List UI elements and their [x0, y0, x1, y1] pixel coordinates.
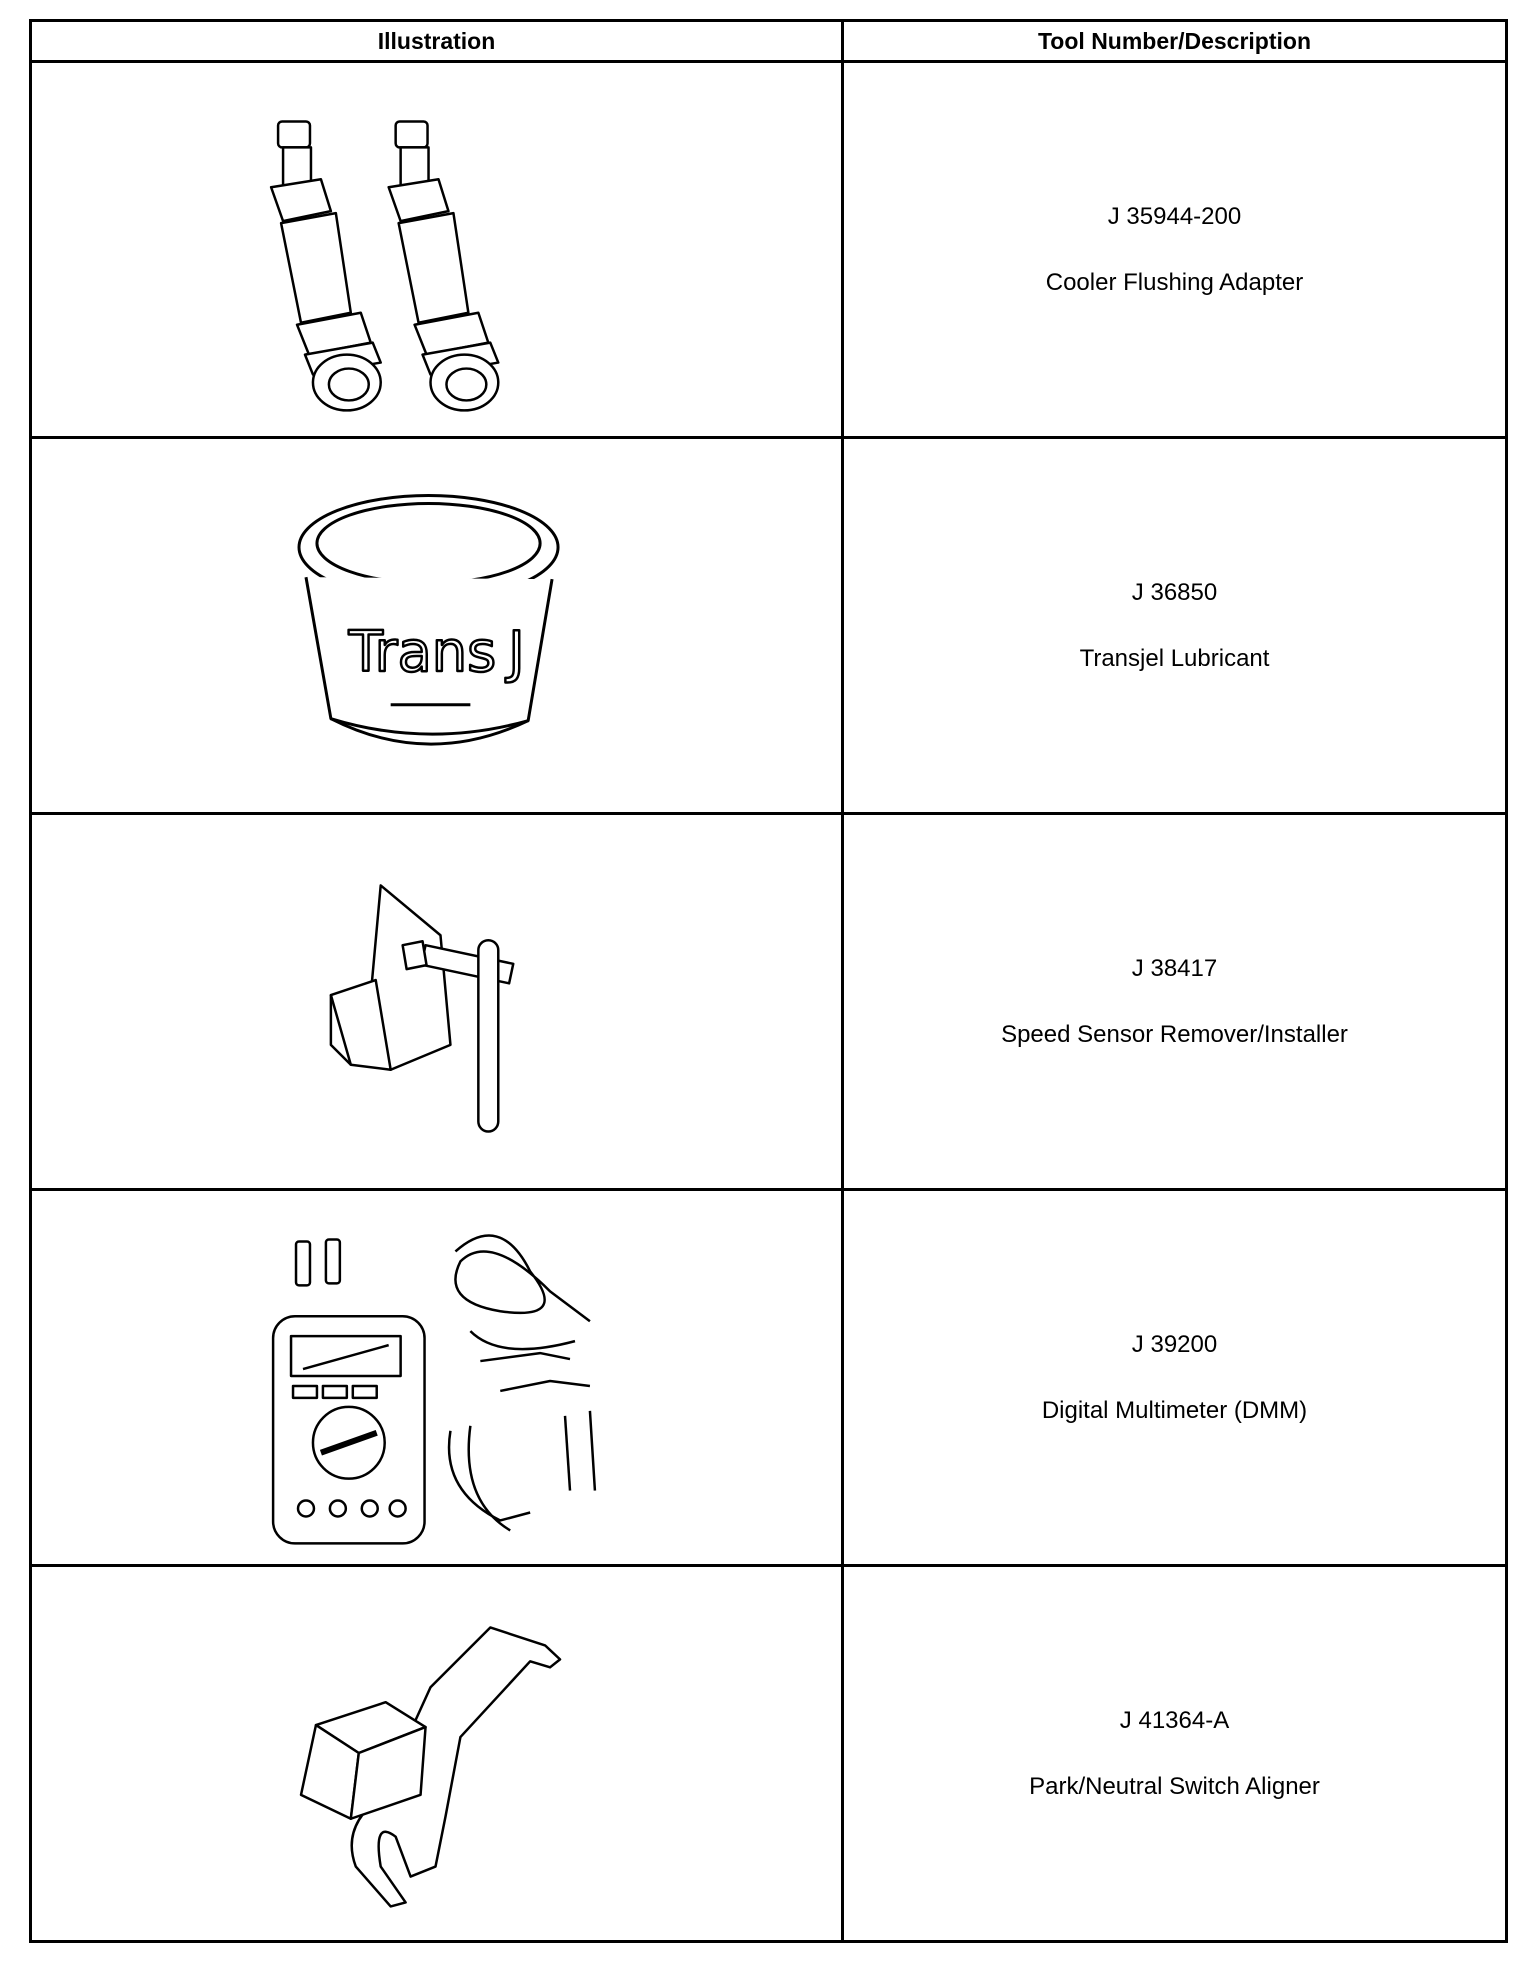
- svg-text:Trans: Trans: [348, 619, 497, 685]
- description-cell: [843, 1566, 1507, 1942]
- header-row: [31, 21, 1507, 62]
- table-row: [31, 1190, 1507, 1566]
- illustration-cell: [31, 814, 843, 1190]
- tool-number: J 36850: [1131, 578, 1218, 606]
- table-row: [31, 438, 1507, 814]
- cooler-flushing-adapter-icon: [32, 63, 841, 436]
- illustration-cell: [31, 438, 843, 814]
- tool-number: J 39200: [1131, 1330, 1218, 1358]
- tool-description: Cooler Flushing Adapter: [1045, 268, 1304, 296]
- multimeter-icon: [32, 1191, 841, 1564]
- table-row: [31, 1566, 1507, 1942]
- tool-table: [29, 19, 1508, 1943]
- tool-description: Transjel Lubricant: [1079, 644, 1270, 672]
- tool-description: Park/Neutral Switch Aligner: [1029, 1772, 1320, 1800]
- switch-aligner-icon: [32, 1567, 841, 1940]
- illustration-cell: [31, 1190, 843, 1566]
- table-row: [31, 814, 1507, 1190]
- table-row: [31, 62, 1507, 438]
- header-illustration: Illustration: [31, 21, 843, 62]
- description-cell: [843, 814, 1507, 1190]
- speed-sensor-tool-icon: [32, 815, 841, 1188]
- svg-text:J: J: [508, 619, 525, 685]
- tool-number: J 41364-A: [1119, 1706, 1230, 1734]
- tool-description: Speed Sensor Remover/Installer: [1001, 1020, 1348, 1048]
- header-tool-number-description: Tool Number/Description: [843, 21, 1507, 62]
- illustration-cell: [31, 1566, 843, 1942]
- tool-description: Digital Multimeter (DMM): [1041, 1396, 1308, 1424]
- transjel-lubricant-icon: [32, 439, 841, 812]
- tool-number: J 35944-200: [1107, 202, 1242, 230]
- description-cell: [843, 438, 1507, 814]
- tool-number: J 38417: [1131, 954, 1218, 982]
- illustration-cell: [31, 62, 843, 438]
- description-cell: [843, 62, 1507, 438]
- description-cell: [843, 1190, 1507, 1566]
